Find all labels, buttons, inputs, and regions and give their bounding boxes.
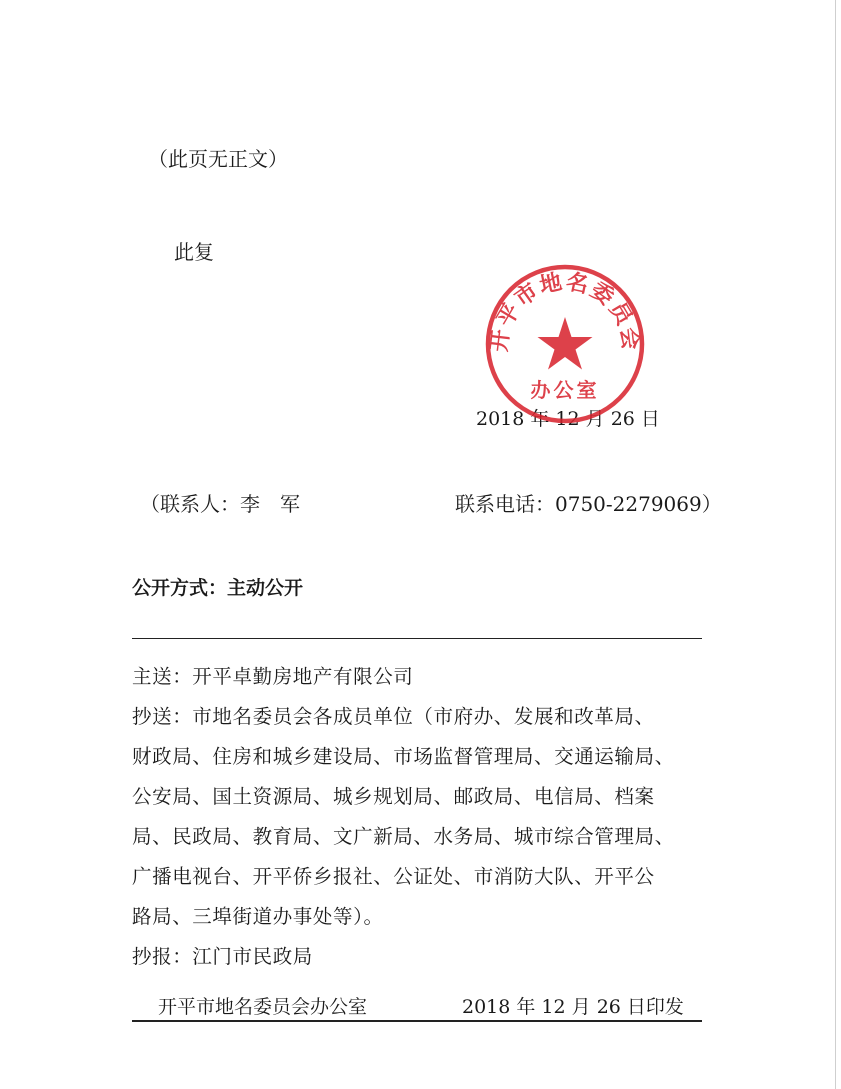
distribution-block: [132, 657, 707, 977]
reply-closing: 此复: [174, 240, 214, 264]
signing-date: 2018 年 12 月 26 日: [476, 408, 660, 430]
footer-issued-date: 2018 年 12 月 26 日印发: [462, 996, 684, 1018]
distribution-line: 公安局、国土资源局、城乡规划局、邮政局、电信局、档案: [132, 785, 655, 808]
distribution-line: 抄报：江门市民政局: [132, 945, 313, 968]
contact-phone: 联系电话：0750-2279069）: [455, 492, 722, 516]
page-edge-line: [835, 0, 836, 1089]
distribution-line: 广播电视台、开平侨乡报社、公证处、市消防大队、开平公: [132, 865, 655, 888]
distribution-line: 路局、三埠街道办事处等）。: [132, 905, 384, 928]
no-text-note: （此页无正文）: [148, 147, 288, 171]
distribution-line: 主送：开平卓勤房地产有限公司: [132, 665, 414, 688]
seal-arc-text: 开平市地名委员会: [487, 269, 643, 354]
distribution-line: 局、民政局、教育局、文广新局、水务局、城市综合管理局、: [132, 825, 675, 848]
seal-star-icon: [538, 317, 593, 370]
contact-person: （联系人：李 军: [140, 492, 300, 516]
distribution-line: 抄送：市地名委员会各成员单位（市府办、发展和改革局、: [132, 705, 655, 728]
footer-issuer: 开平市地名委员会办公室: [158, 996, 368, 1018]
seal-bottom-text: 办公室: [530, 378, 600, 402]
distribution-line: 财政局、住房和城乡建设局、市场监督管理局、交通运输局、: [132, 745, 675, 768]
divider-bottom: [132, 1020, 702, 1022]
official-seal: [484, 263, 646, 425]
divider-top: [132, 638, 702, 639]
disclosure-method: 公开方式：主动公开: [132, 577, 304, 599]
